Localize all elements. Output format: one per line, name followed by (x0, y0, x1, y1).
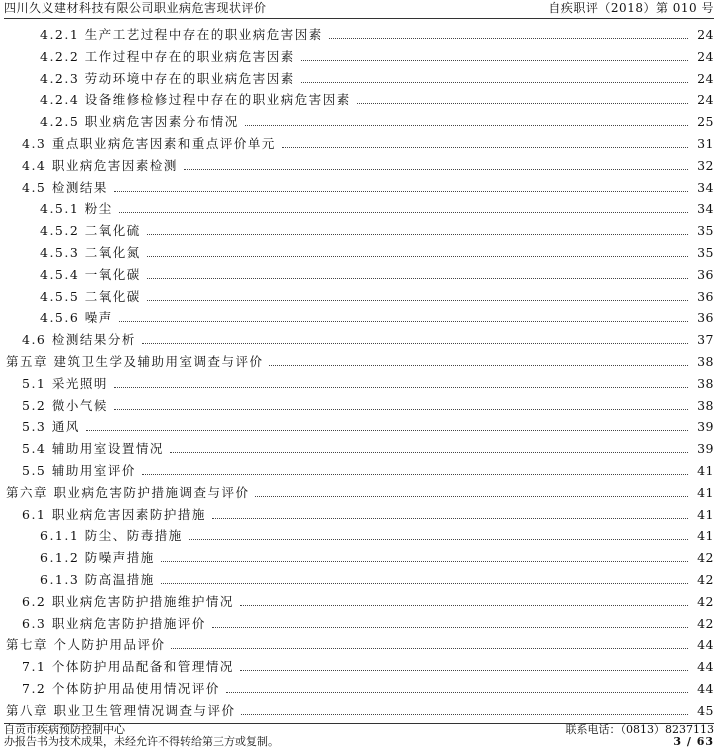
toc-entry[interactable] (0, 304, 720, 326)
toc-entry-page: 38 (697, 397, 714, 413)
toc-entry[interactable] (0, 348, 720, 370)
toc-entry[interactable] (0, 522, 720, 544)
toc-entry-page: 42 (697, 550, 714, 566)
toc-entry-title: 第七章 个人防护用品评价 (6, 637, 166, 653)
toc-entry-title: 7.2 个体防护用品使用情况评价 (22, 681, 220, 696)
toc-entry[interactable] (0, 697, 720, 719)
toc-entry-page: 41 (697, 484, 714, 500)
toc-entry-page: 24 (697, 70, 714, 86)
header-report-number: 自疾职评（2018）第 010 号 (548, 1, 714, 15)
toc-entry-page: 24 (697, 92, 714, 108)
toc-entry[interactable] (0, 675, 720, 697)
toc-entry-page: 39 (697, 441, 714, 457)
toc-entry[interactable] (0, 65, 720, 87)
toc-entry[interactable] (0, 435, 720, 457)
toc-entry[interactable] (0, 195, 720, 217)
toc-dot-leader (245, 125, 688, 126)
toc-entry-page: 45 (697, 702, 714, 718)
toc-entry[interactable] (0, 457, 720, 479)
toc-entry-page: 36 (697, 288, 714, 304)
toc-entry-title: 4.2.1 生产工艺过程中存在的职业病危害因素 (40, 27, 323, 42)
toc-entry-title: 4.5.4 一氧化碳 (40, 266, 141, 282)
toc-entry-page: 24 (697, 27, 714, 42)
toc-entry-page: 34 (697, 179, 714, 195)
toc-entry[interactable] (0, 653, 720, 675)
toc-dot-leader (114, 387, 688, 388)
toc-entry-title: 4.5.6 噪声 (40, 310, 113, 326)
toc-dot-leader (212, 518, 688, 519)
toc-dot-leader (255, 496, 688, 497)
toc-entry-title: 4.6 检测结果分析 (22, 332, 136, 348)
toc-entry-page: 41 (697, 463, 714, 478)
toc-entry-title: 6.1.3 防高温措施 (40, 572, 155, 587)
toc-entry[interactable] (0, 152, 720, 174)
toc-entry[interactable] (0, 217, 720, 239)
toc-entry[interactable] (0, 130, 720, 152)
toc-dot-leader (114, 191, 688, 192)
toc-entry-page: 44 (697, 637, 714, 653)
toc-entry[interactable] (0, 392, 720, 414)
toc-entry-page: 24 (697, 48, 714, 64)
toc-dot-leader (119, 321, 688, 322)
toc-dot-leader (226, 692, 688, 693)
toc-dot-leader (357, 103, 688, 104)
toc-entry-page: 38 (697, 375, 714, 391)
toc-entry-title: 6.2 职业病危害防护措施维护情况 (22, 593, 234, 609)
toc-entry[interactable] (0, 588, 720, 610)
toc-entry-page: 39 (697, 419, 714, 435)
toc-entry[interactable] (0, 631, 720, 653)
toc-entry[interactable] (0, 283, 720, 305)
toc-entry-page: 38 (697, 354, 714, 369)
toc-entry-title: 6.3 职业病危害防护措施评价 (22, 615, 206, 631)
toc-entry-title: 4.5.3 二氧化氮 (40, 245, 141, 260)
toc-dot-leader (184, 169, 688, 170)
toc-entry-title: 4.5.5 二氧化碳 (40, 288, 141, 304)
toc-dot-leader (170, 452, 688, 453)
toc-entry[interactable] (0, 370, 720, 392)
toc-dot-leader (212, 627, 688, 628)
toc-dot-leader (269, 365, 688, 366)
toc-dot-leader (86, 430, 688, 431)
toc-entry[interactable] (0, 108, 720, 130)
toc-dot-leader (240, 670, 688, 671)
toc-entry-title: 5.1 采光照明 (22, 375, 108, 391)
toc-entry[interactable] (0, 610, 720, 632)
toc-dot-leader (282, 147, 688, 148)
toc-entry-page: 42 (697, 615, 714, 631)
toc-entry[interactable] (0, 239, 720, 261)
toc-entry-title: 4.5.2 二氧化硫 (40, 223, 141, 239)
toc-entry-title: 5.3 通风 (22, 419, 80, 435)
toc-dot-leader (147, 300, 688, 301)
toc-entry[interactable] (0, 21, 720, 43)
toc-entry-title: 第六章 职业病危害防护措施调查与评价 (6, 484, 250, 500)
page-header (4, 0, 714, 19)
toc-entry-title: 6.1.1 防尘、防毒措施 (40, 528, 183, 544)
toc-entry-title: 4.2.4 设备维修检修过程中存在的职业病危害因素 (40, 92, 351, 108)
toc-entry-title: 5.5 辅助用室评价 (22, 463, 136, 478)
footer-copyright-notice: 办报告书为技术成果，未经允许不得转给第三方或复制。 (4, 735, 279, 748)
toc-entry-title: 5.2 微小气候 (22, 397, 108, 413)
toc-dot-leader (171, 648, 688, 649)
toc-entry-page: 36 (697, 266, 714, 282)
toc-dot-leader (114, 409, 688, 410)
toc-entry-page: 44 (697, 681, 714, 696)
toc-entry-title: 4.2.3 劳动环境中存在的职业病危害因素 (40, 70, 295, 86)
toc-dot-leader (147, 234, 688, 235)
toc-dot-leader (301, 82, 688, 83)
toc-entry-title: 4.5 检测结果 (22, 179, 108, 195)
toc-entry-title: 4.2.2 工作过程中存在的职业病危害因素 (40, 48, 295, 64)
toc-entry-page: 34 (697, 201, 714, 217)
toc-dot-leader (142, 343, 688, 344)
toc-entry-page: 25 (697, 114, 714, 130)
toc-entry[interactable] (0, 413, 720, 435)
toc-entry[interactable] (0, 501, 720, 523)
toc-entry-page: 41 (697, 506, 714, 522)
toc-dot-leader (240, 605, 688, 606)
toc-entry-page: 41 (697, 528, 714, 544)
toc-dot-leader (329, 38, 688, 39)
toc-entry-page: 35 (697, 223, 714, 239)
toc-entry[interactable] (0, 261, 720, 283)
toc-dot-leader (161, 561, 688, 562)
toc-entry-title: 7.1 个体防护用品配备和管理情况 (22, 659, 234, 675)
page-footer (4, 723, 714, 748)
toc-entry-title: 第五章 建筑卫生学及辅助用室调查与评价 (6, 354, 264, 369)
toc-entry[interactable] (0, 43, 720, 65)
toc-dot-leader (119, 212, 688, 213)
toc-entry-title: 4.3 重点职业病危害因素和重点评价单元 (22, 136, 276, 151)
footer-page-number: 3 / 63 (673, 735, 714, 748)
toc-entry-page: 31 (697, 136, 714, 151)
toc-entry[interactable] (0, 86, 720, 108)
toc-entry[interactable] (0, 544, 720, 566)
toc-entry-title: 第八章 职业卫生管理情况调查与评价 (6, 702, 236, 718)
toc-entry-page: 35 (697, 245, 714, 260)
footer-contact-phone: 联系电话：（0813）8237113 (565, 723, 714, 736)
toc-entry[interactable] (0, 479, 720, 501)
toc-entry-title: 4.2.5 职业病危害因素分布情况 (40, 114, 239, 130)
toc-entry-page: 36 (697, 310, 714, 326)
toc-entry[interactable] (0, 174, 720, 196)
toc-dot-leader (189, 539, 688, 540)
toc-entry[interactable] (0, 566, 720, 588)
toc-entry-page: 32 (697, 157, 714, 173)
toc-entry-page: 42 (697, 593, 714, 609)
toc-dot-leader (241, 714, 688, 715)
header-company-title: 四川久义建材科技有限公司职业病危害现状评价 (4, 1, 267, 15)
toc-entry-title: 4.4 职业病危害因素检测 (22, 157, 178, 173)
toc-entry-title: 6.1.2 防噪声措施 (40, 550, 155, 566)
toc-dot-leader (161, 583, 688, 584)
toc-entry-page: 42 (697, 572, 714, 587)
toc-entry-page: 37 (697, 332, 714, 348)
toc-dot-leader (147, 256, 688, 257)
toc-entry[interactable] (0, 326, 720, 348)
toc-dot-leader (301, 60, 688, 61)
toc-entry-title: 6.1 职业病危害因素防护措施 (22, 506, 206, 522)
footer-organization: 自贡市疾病预防控制中心 (4, 723, 125, 736)
toc-entry-title: 5.4 辅助用室设置情况 (22, 441, 164, 457)
toc-entry-page: 44 (697, 659, 714, 675)
toc-dot-leader (142, 474, 688, 475)
toc-dot-leader (147, 278, 688, 279)
toc-entry-title: 4.5.1 粉尘 (40, 201, 113, 217)
